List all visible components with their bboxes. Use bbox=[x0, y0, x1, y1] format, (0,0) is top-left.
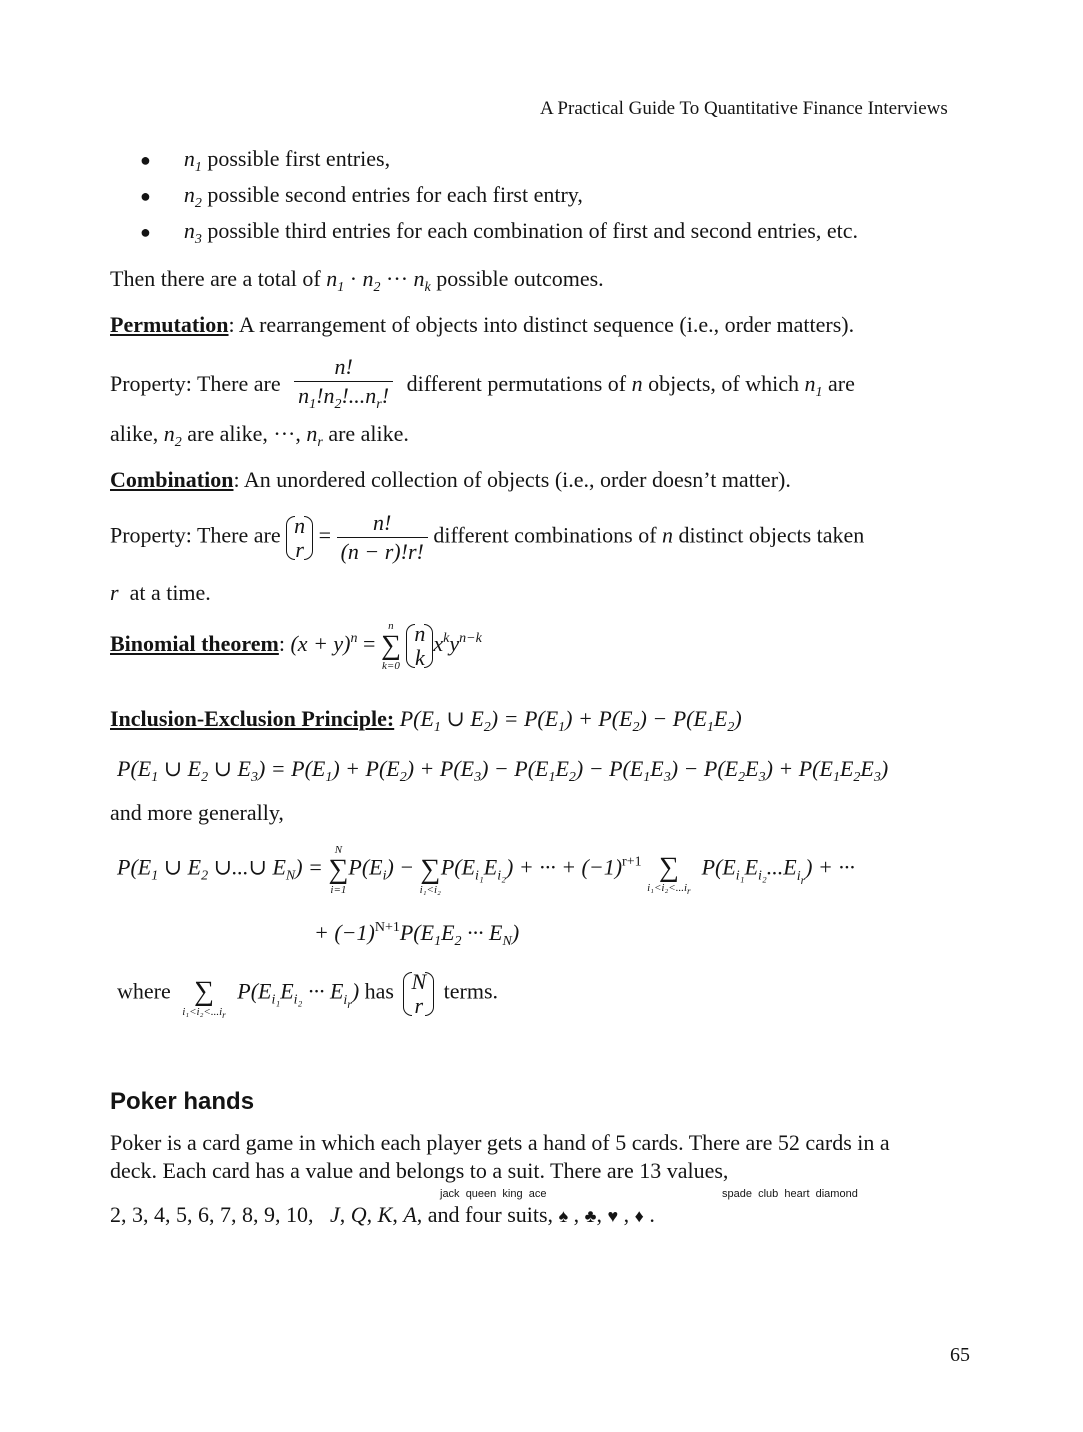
face-labels: jack queen king ace bbox=[440, 1188, 547, 1200]
combination-property-line2: r at a time. bbox=[110, 580, 211, 605]
bullet-icon: ● bbox=[140, 186, 151, 206]
bullet-list bbox=[140, 146, 858, 254]
combination-term: Combination bbox=[110, 467, 234, 492]
sum-symbol: n ∑ k=0 bbox=[380, 620, 401, 672]
binomial-term: Binomial theorem bbox=[110, 631, 279, 657]
suit-labels: spade club heart diamond bbox=[722, 1188, 858, 1200]
inclusion-exclusion-definition: Inclusion-Exclusion Principle: $P(E_1$ ∪ $E_2) = P(E_1) + P(E_2) - P(E_1E_2)$ bbox=[110, 706, 742, 735]
poker-values-line: 2, 3, 4, 5, 6, 7, 8, 9, 10, J, Q, K, A, and four suits, ♠ , ♣, ♥ , ♦ . bbox=[110, 1202, 655, 1227]
bullet-icon: ● bbox=[140, 150, 151, 170]
general-formula-tail: + $(-1)^{N+1}P(E_1E_2$ ··· $E_N$) bbox=[314, 920, 520, 949]
combination-property: Property: There are n r = $\frac{n!}{(n - r)!r!}$ different combinations of n distinct objects taken bbox=[110, 510, 865, 564]
spade-icon: ♠ bbox=[558, 1206, 569, 1226]
permutation-property: Property: There are $\frac{n!}{n_1!n_2!...n_r!}$ different permutations of n objects, of which $n_1$ are bbox=[110, 354, 855, 418]
poker-line-1: Poker is a card game in which each player gets a hand of 5 cards. There are 52 cards in a bbox=[110, 1130, 890, 1155]
list-item: ● $n_2$ possible second entries for each first entry, bbox=[140, 182, 583, 211]
more-generally: and more generally, bbox=[110, 800, 284, 825]
permutation-property-line2: alike, $n_2$ are alike, ···, $n_r$ are alike. bbox=[110, 421, 409, 450]
diamond-icon: ♦ bbox=[634, 1206, 644, 1226]
general-formula: $P(E_1$ ∪ $E_2$ ∪...∪ $E_N$) = N ∑ i=1 $P(E_i)$ − ∑ i₁<i₂ $P(E_{i_1}E_{i_2})$ + ··· + $(-1)^{r+1}$ ∑ $i_1<i_2<...i_r$ $P(E_{i_1}E_{i_2}...E_{i_r})$ + ··· bbox=[117, 843, 855, 897]
page-number: 65 bbox=[950, 1344, 970, 1366]
permutation-fraction: $\frac{n!}{n_1!n_2!...n_r!}$ bbox=[294, 354, 393, 418]
where-clause: where ∑ $i_1<i_2<...i_r$ $P(E_{i_1}E_{i_2}$ ··· $E_{i_r}$) has N r terms. bbox=[117, 968, 499, 1021]
heart-icon: ♥ bbox=[607, 1206, 619, 1226]
binomial-coefficient: n r bbox=[286, 514, 313, 562]
combination-fraction: $\frac{n!}{(n - r)!r!}$ bbox=[337, 510, 428, 565]
inclusion-exclusion-term: Inclusion-Exclusion Principle: bbox=[110, 706, 395, 731]
permutation-definition: Permutation: A rearrangement of objects into distinct sequence (i.e., order matters). bbox=[110, 312, 855, 337]
bullet-icon: ● bbox=[140, 222, 151, 242]
poker-line-2: deck. Each card has a value and belongs to a suit. There are 13 values, bbox=[110, 1158, 729, 1183]
club-icon: ♣ bbox=[584, 1206, 597, 1226]
running-header: A Practical Guide To Quantitative Finance Interviews bbox=[540, 98, 948, 119]
combination-definition: Combination: An unordered collection of objects (i.e., order doesn’t matter). bbox=[110, 467, 791, 492]
list-item: ● $n_3$ possible third entries for each combination of first and second entries, etc. bbox=[140, 218, 859, 247]
total-outcomes: Then there are a total of $n_1 \cdot n_2$ ··· $n_k$ possible outcomes. bbox=[110, 266, 604, 295]
section-heading-poker: Poker hands bbox=[110, 1088, 255, 1115]
permutation-term: Permutation bbox=[110, 312, 229, 337]
three-event-formula: $P(E_1$ ∪ $E_2$ ∪ $E_3) = P(E_1) + P(E_2) + P(E_3) - P(E_1E_2) - P(E_1E_3) - P(E_2E_3) + P(E_1E_2E_3)$ bbox=[117, 756, 889, 785]
list-item: ● $n_1$ possible first entries, bbox=[140, 146, 391, 175]
binomial-theorem: Binomial theorem: $(x + y)^n$ = n ∑ k=0 n k $x^ky^{n-k}$ bbox=[110, 620, 482, 672]
